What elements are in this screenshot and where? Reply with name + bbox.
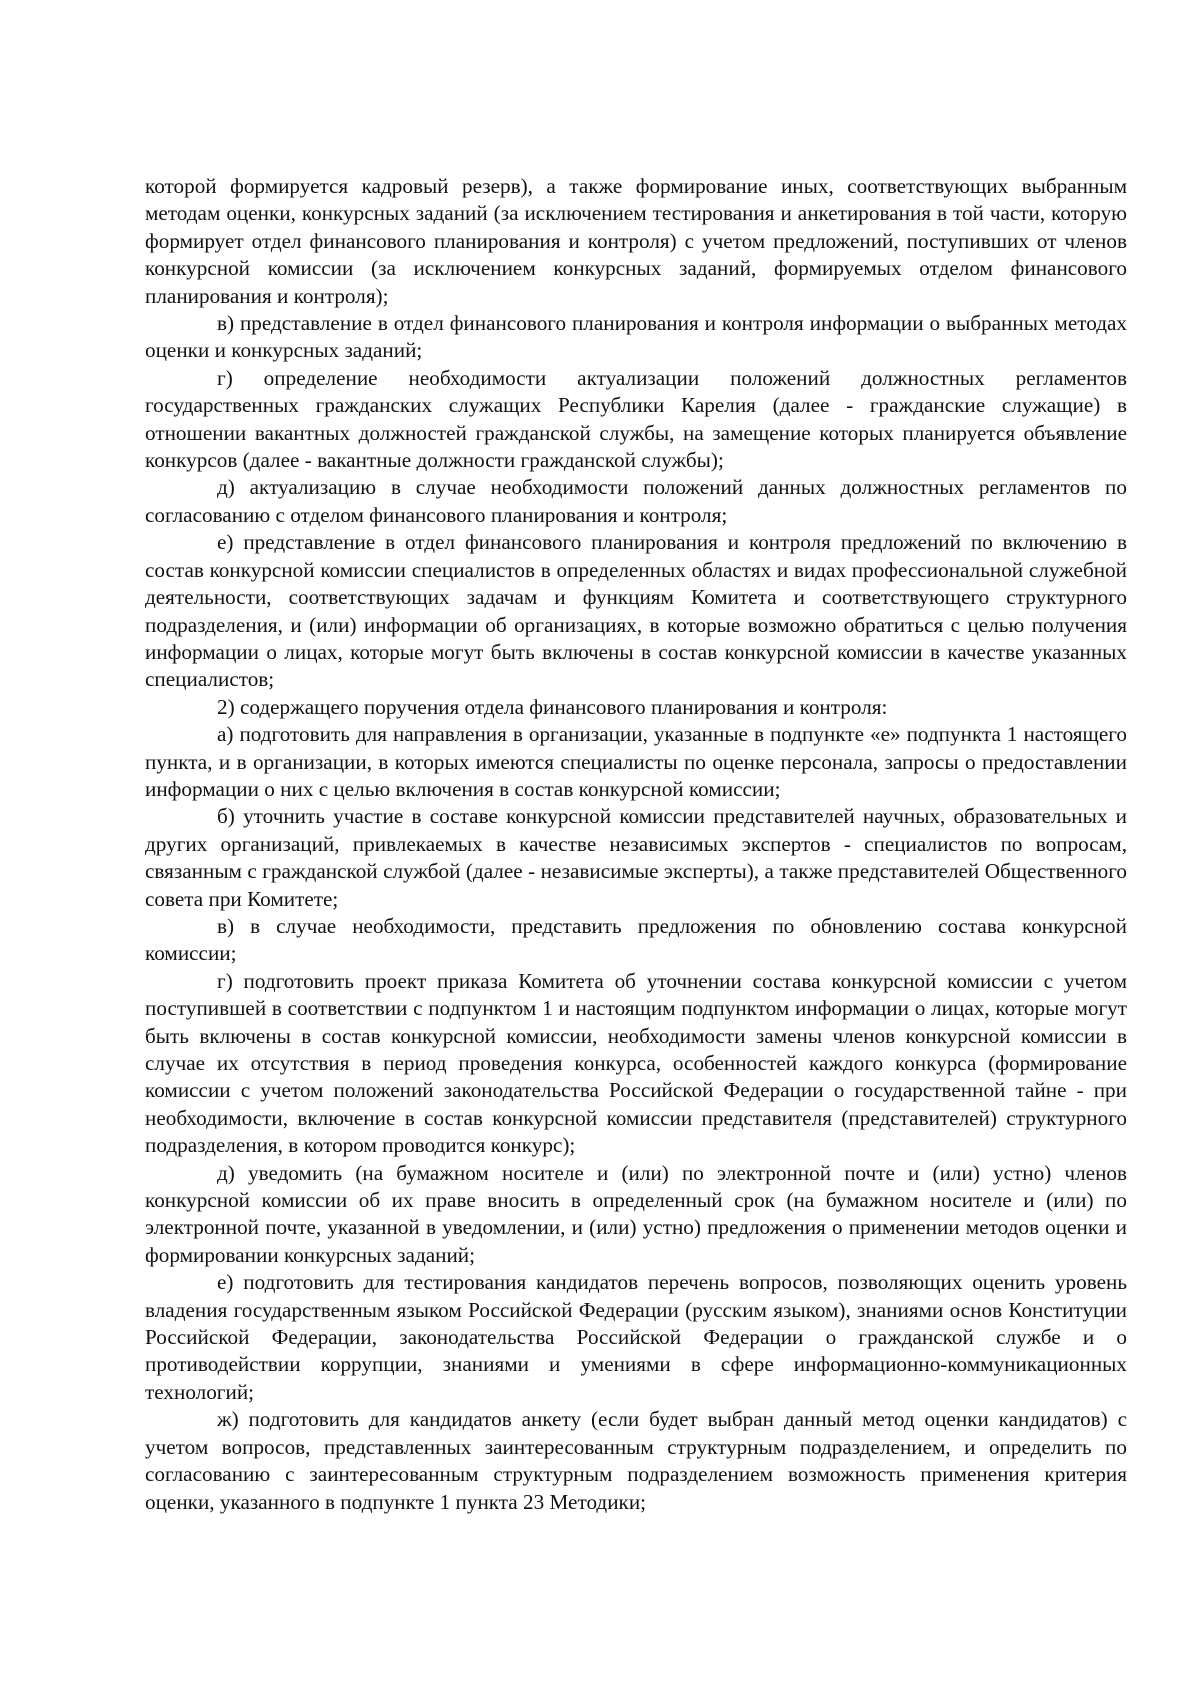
paragraph-item-2g: г) подготовить проект приказа Комитета об уточнении состава конкурсной комиссии с учетом поступившей в соответствии с подпунктом 1 и настоящим подпунктом информации о лицах, которые могут быть включены в состав конкурсной комиссии, необходимости замены членов конкурсной комиссии в случае их отсутствия в период проведения конкурса, особенностей каждого конкурса (формирование комиссии с учетом положений законодательства Российской Федерации о государственной тайне - при необходимости, включение в состав конкурсной комиссии представителя (представителей) структурного подразделения, в котором проводится конкурс);	[145, 968, 1127, 1158]
paragraph-item-2d: д) уведомить (на бумажном носителе и (или) по электронной почте и (или) устно) членов конкурсной комиссии об их праве вносить в определенный срок (на бумажном носителе и (или) по электронной почте, указанной в уведомлении, и (или) устно) предложения о применении методов оценки и формировании конкурсных заданий;	[145, 1160, 1127, 1267]
paragraph-item-v: в) представление в отдел финансового планирования и контроля информации о выбранных методах оценки и конкурсных заданий;	[145, 311, 1127, 363]
paragraph-item-2b: б) уточнить участие в составе конкурсной комиссии представителей научных, образовательных и других организаций, привлекаемых в качестве независимых экспертов - специалистов по вопросам, связанным с гражданской службой (далее - независимые эксперты), а также представителей Общественного совета при Комитете;	[145, 804, 1127, 911]
paragraph-item-2: 2) содержащего поручения отдела финансового планирования и контроля:	[217, 694, 888, 719]
paragraph-item-2a: а) подготовить для направления в организации, указанные в подпункте «е» подпункта 1 настоящего пункта, и в организации, в которых имеются специалисты по оценке персонала, запросы о предоставлении информации о них с целью включения в состав конкурсной комиссии;	[145, 722, 1127, 801]
paragraph-item-e: е) представление в отдел финансового планирования и контроля предложений по включению в состав конкурсной комиссии специалистов в определенных областях и видах профессиональной служебной деятельности, соответствующих задачам и функциям Комитета и соответствующего структурного подразделения, и (или) информации об организациях, в которые возможно обратиться с целью получения информации о лицах, которые могут быть включены в состав конкурсной комиссии в качестве указанных специалистов;	[145, 530, 1127, 692]
paragraph-item-d: д) актуализацию в случае необходимости положений данных должностных регламентов по согласованию с отделом финансового планирования и контроля;	[145, 475, 1127, 527]
paragraph-item-2v: в) в случае необходимости, представить предложения по обновлению состава конкурсной комиссии;	[145, 913, 1127, 966]
document-body	[145, 173, 1127, 1516]
paragraph-item-g: г) определение необходимости актуализации положений должностных регламентов государственных гражданских служащих Республики Карелия (далее - гражданские служащие) в отношении вакантных должностей гражданской службы, на замещение которых планируется объявление конкурсов (далее - вакантные должности гражданской службы);	[145, 365, 1127, 473]
paragraph-item-2zh: ж) подготовить для кандидатов анкету (если будет выбран данный метод оценки кандидатов) с учетом вопросов, представленных заинтересованным структурным подразделением, и определить по согласованию с заинтересованным структурным подразделением возможность применения критерия оценки, указанного в подпункте 1 пункта 23 Методики;	[145, 1407, 1127, 1514]
paragraph-continuation: которой формируется кадровый резерв), а также формирование иных, соответствующих выбранным методам оценки, конкурсных заданий (за исключением тестирования и анкетирования в той части, которую формирует отдел финансового планирования и контроля) с учетом предложений, поступивших от членов конкурсной комиссии (за исключением конкурсных заданий, формируемых отделом финансового планирования и контроля);	[145, 174, 1127, 308]
paragraph-item-2e: е) подготовить для тестирования кандидатов перечень вопросов, позволяющих оценить уровень владения государственным языком Российской Федерации (русским языком), знаниями основ Конституции Российской Федерации, законодательства Российской Федерации о гражданской службе и о противодействии коррупции, знаниями и умениями в сфере информационно-коммуникационных технологий;	[145, 1270, 1127, 1404]
